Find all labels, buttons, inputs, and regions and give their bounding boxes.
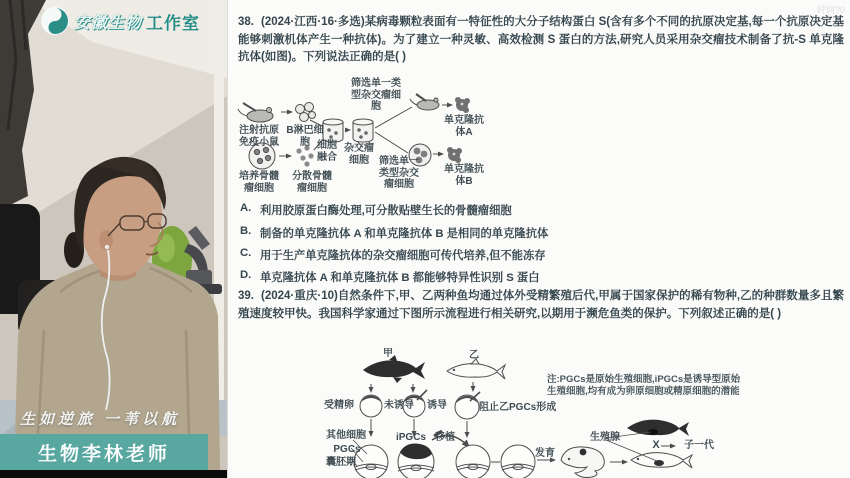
option-b: [240, 225, 548, 241]
label-gonad: 生殖腺: [590, 432, 620, 443]
label-b-cell: B淋巴细胞: [286, 125, 324, 148]
studio-logo: [40, 6, 200, 36]
teacher-banner: [0, 434, 208, 470]
option-a-key: A.: [240, 202, 252, 214]
option-a-text: 利用胶原蛋白酶处理,可分散贴壁生长的骨髓瘤细胞: [260, 205, 512, 217]
document-panel: [227, 0, 850, 478]
studio-logo-icon: [40, 6, 70, 36]
label-hybridoma: 杂交瘤细胞: [344, 143, 374, 166]
q39-diagram: [301, 348, 850, 478]
label-fertilized-egg: 受精卵: [324, 400, 354, 411]
question-39-body: (2024·重庆·10)自然条件下,甲、乙两种鱼均通过体外受精繁殖后代,甲属于国家保护的稀有物种,乙的种群数量多且繁殖速度较甲快。我国科学家通过下图所示流程进行相关研究,以期用于濒危鱼类的保护。下列叙述正确的是( ): [238, 290, 844, 320]
mouse-icon: [238, 103, 273, 122]
mouse-screened-icon: [410, 94, 439, 110]
label-transplant: 移植: [435, 432, 455, 443]
label-ipgcs: iPGCs: [395, 432, 426, 443]
option-b-key: B.: [240, 225, 252, 237]
label-cross: X: [652, 439, 660, 451]
antibody-b-icon: [447, 147, 462, 163]
diagram-note-line2: 生殖细胞,均有成为卵原细胞或精原细胞的潜能: [547, 386, 740, 397]
label-develop: 发育: [535, 448, 555, 459]
question-38: [238, 14, 844, 67]
letterbox-bar: [0, 470, 227, 478]
blastula-ipgcs-icon: [398, 444, 434, 478]
beaker-hybridoma-icon: [353, 119, 373, 142]
option-b-text: 制备的单克隆抗体 A 和单克隆抗体 B 是相同的单克隆抗体: [260, 228, 549, 240]
dispersed-cells-icon: [296, 145, 313, 166]
earbud: [105, 245, 109, 249]
option-a: [240, 202, 512, 218]
option-c-text: 用于生产单克隆抗体的杂交瘤细胞可传代培养,但不能冻存: [260, 250, 546, 262]
question-38-body: (2024·江西·16·多选)某病毒颗粒表面有一特征性的大分子结构蛋白 S(含有多个不同的抗原决定基,每一个抗原决定基能够刺激机体产生一种抗体)。为了建立一种灵敏、高效检测 S 蛋白的方法,研究人员采用杂交瘤技术制备了抗-S 单克隆抗体(如图)。下列说法正确的是( ): [238, 16, 844, 63]
webcam-scene: [0, 0, 227, 470]
label-fish-b: 乙: [469, 350, 479, 361]
label-pgcs: PGCs: [333, 444, 361, 455]
option-c: [240, 247, 546, 263]
label-screen-top: 筛选单一类型杂交瘤细胞: [351, 78, 401, 112]
blastula-3-icon: [456, 445, 490, 478]
label-screen-bottom: 筛选单一类型杂交瘤细胞: [379, 156, 419, 190]
b-cells-icon: [296, 103, 316, 122]
adult-fish-bottom-icon: [631, 453, 692, 468]
question-39-number: 39.: [238, 290, 254, 302]
teacher-banner-text: 生物李林老师: [37, 443, 170, 465]
q39-diagram-art: [301, 348, 850, 478]
label-blastula: 囊胚期: [326, 457, 356, 468]
egg-blocked-icon: [455, 392, 480, 419]
label-fish-a: 甲: [383, 348, 393, 359]
watermark: 时间?0: [816, 5, 845, 15]
label-f1: 子一代: [684, 440, 714, 451]
option-d-key: D.: [240, 269, 252, 281]
blastula-4-icon: [501, 445, 535, 478]
question-39: [238, 288, 844, 323]
option-c-key: C.: [240, 247, 252, 259]
label-antibody-a: 单克隆抗体A: [444, 115, 484, 138]
studio-logo-script: 安徽生物: [74, 14, 143, 32]
option-d: [240, 269, 540, 285]
label-other-cells: 其他细胞: [326, 430, 366, 441]
antibody-a-icon: [455, 97, 470, 113]
egg-uninduced-icon: [360, 395, 382, 417]
question-38-number: 38.: [238, 16, 254, 28]
label-induced: 诱导: [427, 400, 447, 411]
fish-b-icon: [447, 359, 505, 379]
webcam-panel: [0, 0, 227, 478]
label-culture: 培养骨髓瘤细胞: [239, 171, 279, 194]
label-disperse: 分散骨髓瘤细胞: [292, 171, 332, 194]
adult-fish-top-icon: [627, 420, 689, 436]
diagram-note-line1: 注:PGCs是原始生殖细胞,iPGCs是诱导型原始: [547, 374, 741, 385]
label-block-pgcs: 阻止乙PGCs形成: [479, 402, 557, 413]
label-uninduced: 未诱导: [384, 400, 414, 411]
beaker-fusion-icon: [323, 119, 343, 142]
label-antibody-b: 单克隆抗体B: [444, 164, 484, 187]
q38-diagram: [236, 76, 528, 208]
motto-calligraphy: 生如逆旅 一苇以航: [20, 411, 181, 428]
embryo-icon: [561, 447, 604, 478]
studio-logo-solid: 工作室: [146, 13, 201, 33]
label-inject: 注射抗原免疫小鼠: [239, 125, 279, 148]
option-d-text: 单克隆抗体 A 和单克隆抗体 B 都能够特异性识别 S 蛋白: [260, 272, 540, 284]
label-fuse: 细胞融合: [317, 140, 337, 163]
